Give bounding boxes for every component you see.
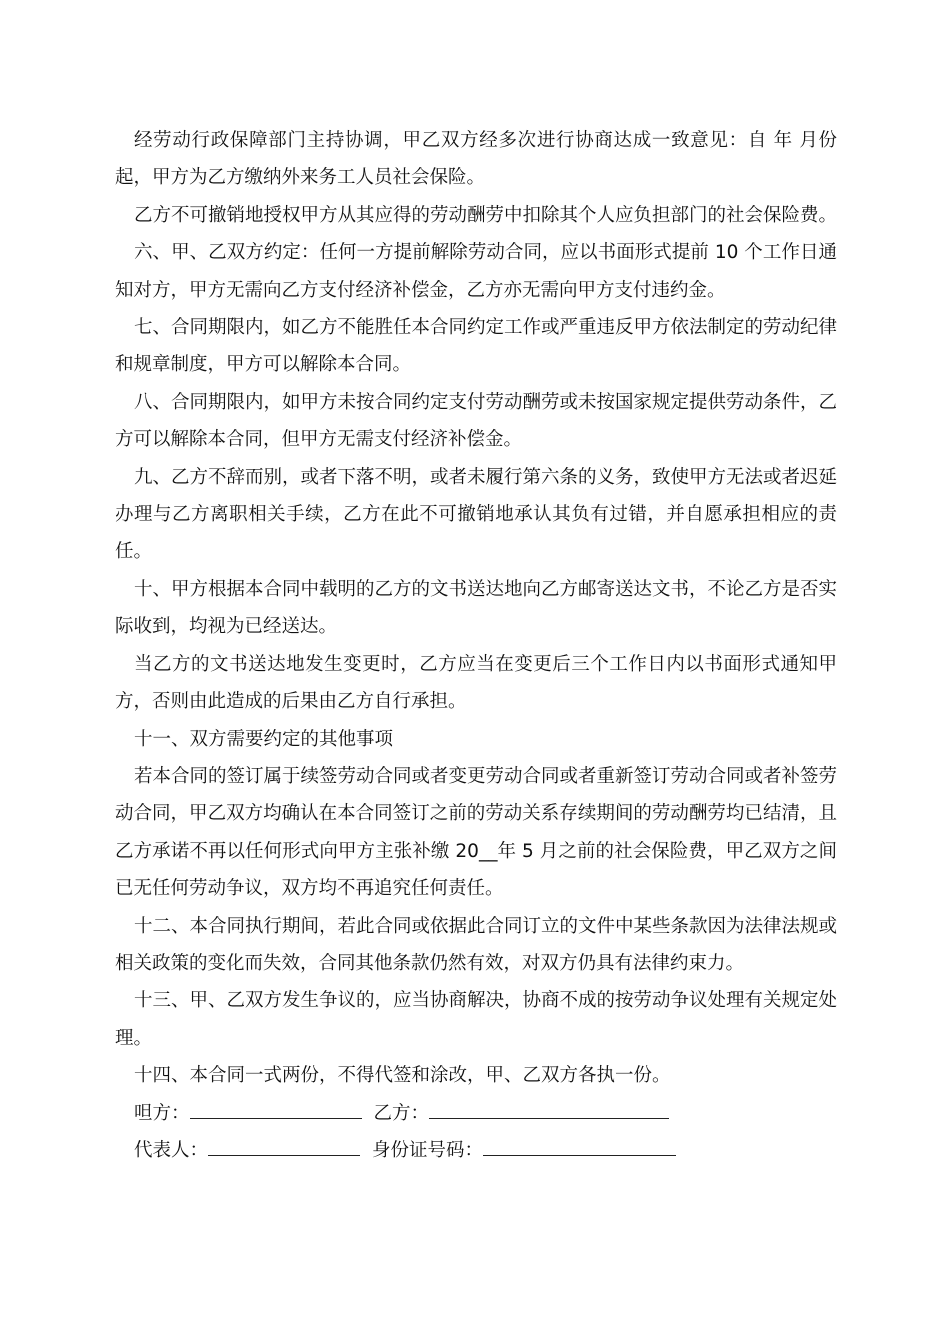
representative-label: 代表人：	[134, 1139, 209, 1161]
signature-row-representative	[115, 1132, 837, 1169]
paragraph-renewal: 若本合同的签订属于续签劳动合同或者变更劳动合同或者重新签订劳动合同或者补签劳动合同，甲乙双方均确认在本合同签订之前的劳动关系存续期间的劳动酬劳均已结清，且乙方承诺不再以任何形式向甲方主张补缴 20__年 5 月之前的社会保险费，甲乙双方之间已无任何劳动争议，双方均不再追究任何责任。	[115, 765, 838, 900]
clause-13: 十三、甲、乙双方发生争议的，应当协商解决，协商不成的按劳动争议处理有关规定处理。	[115, 990, 838, 1049]
paragraph-authorization: 乙方不可撤销地授权甲方从其应得的劳动酬劳中扣除其个人应负担部门的社会保险费。	[134, 204, 838, 226]
party-b-label: 乙方：	[373, 1102, 430, 1124]
party-a-label: 呾方：	[134, 1102, 190, 1124]
clause-11-heading: 十一、双方需要约定的其他事项	[134, 728, 394, 750]
signature-row-parties	[115, 1095, 837, 1132]
clause-9: 九、乙方不辞而别，或者下落不明，或者未履行第六条的义务，致使甲方无法或者迟延办理与乙方离职相关手续，乙方在此不可撤销地承认其负有过错，并自愿承担相应的责任。	[115, 466, 838, 563]
clause-12: 十二、本合同执行期间，若此合同或依据此合同订立的文件中某些条款因为法律法规或相关政策的变化而失效，合同其他条款仍然有效，对双方仍具有法律约束力。	[115, 915, 838, 974]
clause-7: 七、合同期限内，如乙方不能胜任本合同约定工作或严重违反甲方依法制定的劳动纪律和规章制度，甲方可以解除本合同。	[115, 317, 838, 376]
clause-14: 十四、本合同一式两份，不得代签和涂改，甲、乙双方各执一份。	[134, 1065, 671, 1087]
paragraph-social-insurance: 经劳动行政保障部门主持协调，甲乙双方经多次进行协商达成一致意见：自 年 月份起，甲方为乙方缴纳外来务工人员社会保险。	[115, 130, 837, 189]
party-b-signature-line[interactable]	[429, 1102, 669, 1119]
representative-signature-line[interactable]	[208, 1139, 360, 1156]
clause-8: 八、合同期限内，如甲方未按合同约定支付劳动酬劳或未按国家规定提供劳动条件，乙方可以解除本合同，但甲方无需支付经济补偿金。	[115, 391, 838, 451]
clause-10: 十、甲方根据本合同中载明的乙方的文书送达地向乙方邮寄送达文书，不论乙方是否实际收到，均视为已经送达。	[115, 578, 838, 638]
id-number-line[interactable]	[483, 1139, 676, 1156]
party-a-signature-line[interactable]	[190, 1102, 362, 1119]
id-number-label: 身份证号码：	[372, 1139, 484, 1161]
contract-page	[115, 122, 837, 1169]
clause-6: 六、甲、乙双方约定：任何一方提前解除劳动合同，应以书面形式提前 10 个工作日通知对方，甲方无需向乙方支付经济补偿金，乙方亦无需向甲方支付违约金。	[115, 242, 837, 301]
paragraph-address-change: 当乙方的文书送达地发生变更时，乙方应当在变更后三个工作日内以书面形式通知甲方，否则由此造成的后果由乙方自行承担。	[115, 653, 837, 713]
